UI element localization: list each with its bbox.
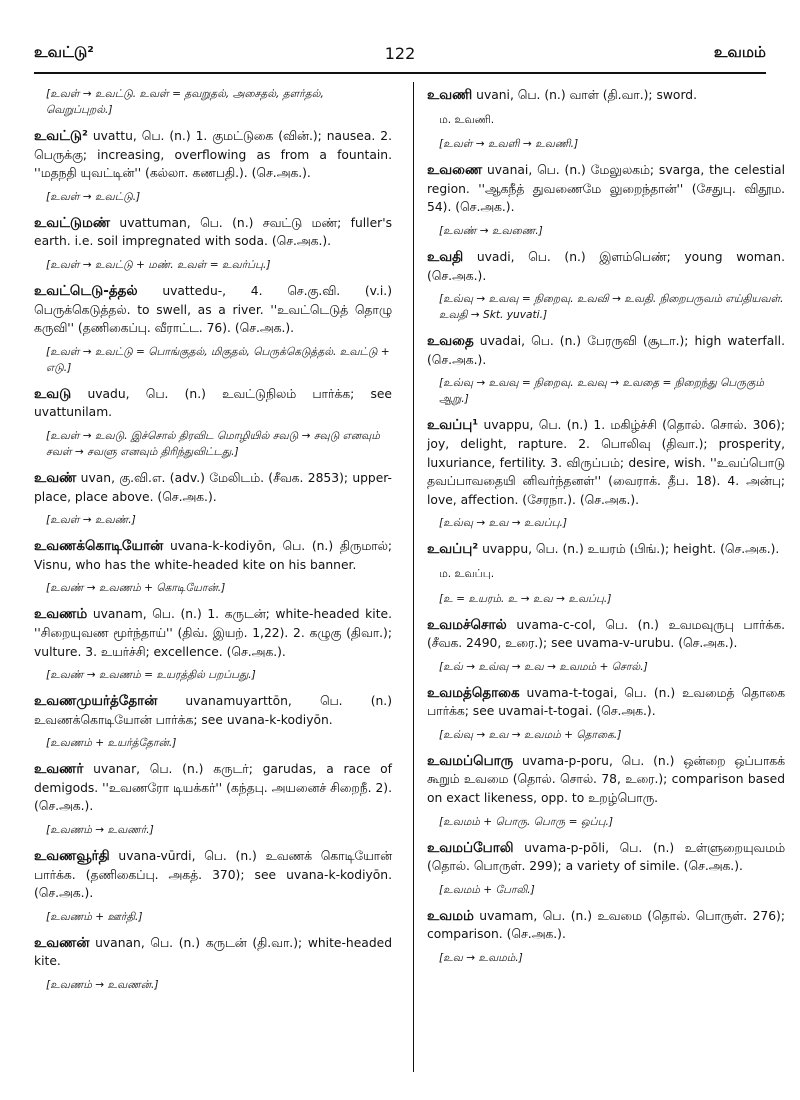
etymology-note: [உவண் → உவணை.] [439,224,543,237]
etymology-note: [உவள் → உவட்டு. உவள் = தவறுதல், அசைதல், தளர்தல், வெறுப்புறல்.] [46,88,324,116]
entry-headword: உவதி [427,248,464,265]
entry-definition: uvana-vūrdi, பெ. (n.) உவணக் கொடியோன் பார்க்க. (தணிகைப்பு. அகத். 370); see uvana-k-kodiyōn. (செ.அக.). [34,849,392,901]
dictionary-entry [427,416,785,509]
cognate-note: ம. உவணி. [439,112,495,126]
entry-headword: உவமப்போலி [427,839,514,856]
etymology-note: [உவள் → உவட்டு + மண். உவள் = உவர்ப்பு.] [46,258,271,271]
entry-headword: உவணமுயர்த்தோன் [34,693,158,710]
dictionary-entry [34,692,392,729]
dictionary-entry [427,752,785,808]
entry-headword: உவணன் [34,934,90,951]
entry-definition: uvama-c-col, பெ. (n.) உவமவுருபு பார்க்க. (சீவக. 2490, உரை.); see uvama-v-urubu. (செ.அக.). [427,617,785,651]
etymology-note: [உவ → உவமம்.] [439,952,523,965]
dictionary-entry [427,332,785,369]
page-header [34,40,766,66]
etymology-note: [உவண் → உவணம் = உயரத்தில் பறப்பது.] [46,669,256,682]
entry-headword: உவண் [34,469,77,486]
entry-definition: uvadu, பெ. (n.) உவட்டுநிலம் பார்க்க; see uvattunilam. [34,386,392,420]
dictionary-entry [34,934,392,971]
etymology-note: [உவணம் + உயர்த்தோன்.] [46,737,177,750]
entry-headword: உவணக்கொடியோன் [34,538,164,555]
etymology-note: [உவள் → உவட்டு.] [46,190,141,203]
etymology-note: [உவ்வு → உவ → உவப்பு.] [439,517,568,530]
entry-headword: உவப்பு¹ [427,417,479,434]
cognate-note: ம. உவப்பு. [439,566,495,580]
entry-definition: uvadi, பெ. (n.) இளம்பெண்; young woman. (செ.அக.). [427,249,785,283]
dictionary-entry [427,839,785,876]
etymology-note: [உவள் → உவட்டு = பொங்குதல், மிகுதல், பெருக்கெடுத்தல். உவட்டு + எடு.] [46,345,390,374]
etymology-note: [உவ்வு → உவவு = நிறைவு. உவவி → உவதி. நிறைபருவம் எய்தியவள். உவதி → Skt. yuvati.] [439,293,784,322]
etymology-note: [உவணம் + ஊர்தி.] [46,910,143,923]
etymology-note: [உவ்வு → உவ → உவமம் + தொகை.] [439,728,622,741]
entry-definition: uvan, கு.வி.எ. (adv.) மேலிடம். (சீவக. 2853); upper-place, place above. (செ.அக.). [34,470,392,504]
entry-headword: உவணை [427,162,483,179]
entry-definition: uvanan, பெ. (n.) கருடன் (தி.வா.); white-headed kite. [34,935,392,969]
entry-definition: uvattedu-, 4. செ.கு.வி. (v.i.) பெருக்கெடுத்தல். to swell, as a river. ''உவட்டெடுத் தொழு கருவி'' (தணிகைப்பு. வீராட்ட. 76). (செ.அக.). [34,283,392,336]
dictionary-entry [34,385,392,422]
etymology-note: [உவள் → உவண்.] [46,514,136,527]
etymology-note: [உ = உயரம். உ → உவ → உவப்பு.] [439,592,612,605]
entry-headword: உவணி [427,87,473,103]
etymology-note: [உவள் → உவளி → உவணி.] [439,138,579,151]
entry-definition: uvanamuyarttōn, பெ. (n.) உவணக்கொடியோன் பார்க்க; see uvana-k-kodiyōn. [34,694,392,727]
entry-headword: உவட்டு² [34,128,88,144]
right-column [427,86,785,975]
dictionary-entry [34,847,392,903]
etymology-note: [உவணம் → உவணன்.] [46,979,159,992]
dictionary-entry [34,127,392,183]
page-number: 122 [384,43,416,63]
entry-definition: uvana-k-kodiyōn, பெ. (n.) திருமால்; Visnu, who has the white-headed kite on his banner. [34,539,392,572]
header-rule [34,72,766,74]
etymology-note: [உவமம் + பொரு. பொரு = ஒப்பு.] [439,815,613,828]
left-running-head: உவட்டு² [34,43,94,61]
entry-definition: uvadai, பெ. (n.) பேரருவி (சூடா.); high waterfall. (செ.அக.). [427,334,785,367]
entry-headword: உவட்டெடு-த்தல் [34,282,138,299]
dictionary-entry [427,907,785,944]
entry-headword: உவமத்தொகை [427,684,520,701]
entry-definition: uvama-t-togai, பெ. (n.) உவமைத் தொகை பார்க்க; see uvamai-t-togai. (செ.அக.). [427,685,785,719]
entry-definition: uvattu, பெ. (n.) 1. குமட்டுகை (வின்.); nausea. 2. பெருக்கு; increasing, overflowing as from a fountain. ''மதநதி யுவட்டின்'' (கல்லா. கணபதி.). (செ.அக.). [34,129,392,181]
etymology-note: [உவ்வு → உவவு = நிறைவு. உவவு → உவதை = நிறைந்து பெருகும் ஆறு.] [439,377,764,406]
dictionary-entry [34,214,392,251]
entry-definition: uvattuman, பெ. (n.) சவட்டு மண்; fuller's earth. i.e. soil impregnated with soda. (செ.அக.). [34,215,392,249]
entry-headword: உவமம் [427,907,474,924]
etymology-note: [உவமம் + போலி.] [439,883,535,896]
entry-headword: உவமச்சொல் [427,616,507,633]
dictionary-entry [427,540,785,559]
dictionary-entry [34,469,392,506]
entry-headword: உவணம் [34,606,88,623]
dictionary-entry [427,86,785,105]
entry-definition: uvamam, பெ. (n.) உவமை (தொல். பொருள். 276); comparison. (செ.அக.). [427,908,785,942]
entry-headword: உவணர் [34,761,84,778]
column-divider [413,82,414,1072]
right-running-head: உவமம் [713,43,766,61]
entry-headword: உவதை [427,333,474,350]
entry-headword: உவணவூர்தி [34,848,110,865]
etymology-note: [உவணம் → உவணர்.] [46,824,154,837]
entry-headword: உவட்டுமண் [34,214,111,231]
dictionary-entry [34,282,392,338]
dictionary-entry [427,161,785,217]
etymology-note: [உவண் → உவணம் + கொடியோன்.] [46,582,226,595]
entry-headword: உவப்பு² [427,541,479,558]
etymology-note: [உவ் → உவ்வு → உவ → உவமம் + சொல்.] [439,660,648,673]
entry-definition: uvanai, பெ. (n.) மேலுலகம்; svarga, the celestial region. ''ஆகநீத் துவணைமே லுறைந்தான்'' (சேதுபு. விதூம. 54). (செ.அக.). [427,163,785,215]
dictionary-entry [34,760,392,816]
entry-headword: உவமப்பொரு [427,752,514,769]
entry-definition: uvappu, பெ. (n.) உயரம் (பிங்.); height. (செ.அக.). [478,542,780,557]
entry-definition: uvappu, பெ. (n.) 1. மகிழ்ச்சி (தொல். சொல். 306); joy, delight, rapture. 2. பொலிவு (திவா.); prosperity, luxuriance, fertility. 3. விருப்பம்; desire, wish. ''உவப்பொடு தவப்பாவதையி னிவர்ந்தனள்'' (வைராக். தீப. 18). 4. அன்பு; love, affection. (சேரநா.). (செ.அக.). [427,418,785,507]
dictionary-entry [427,248,785,285]
entry-definition: uvanam, பெ. (n.) 1. கருடன்; white-headed kite. ''சிறையுவண மூர்ந்தாய்'' (திவ். இயற். 1,22). 2. கழுகு (திவா.); vulture. 3. உயர்ச்சி; excellence. (செ.அக.). [34,607,392,659]
etymology-note: [உவள் → உவடு. இச்சொல் திரவிட மொழியில் சவடு → சவுடு எனவும் சவள் → சவளு எனவும் திரிந்துவிட்டது.] [46,429,380,458]
entry-headword: உவடு [34,385,72,402]
entry-definition: uvani, பெ. (n.) வாள் (தி.வா.); sword. [472,88,698,102]
dictionary-entry [427,616,785,653]
dictionary-entry [34,605,392,661]
entry-definition: uvama-p-pōli, பெ. (n.) உள்ளுறையுவமம் (தொல். பொருள். 299); a variety of simile. (செ.அக.). [427,840,785,874]
left-column [34,86,392,1002]
dictionary-entry [34,537,392,574]
dictionary-entry [427,684,785,721]
entry-definition: uvama-p-poru, பெ. (n.) ஒன்றை ஒப்பாகக் கூறும் உவமை (தொல். சொல். 78, உரை.); comparison based on exact likeness, opp. to உறழ்பொரு. [427,753,785,806]
entry-definition: uvanar, பெ. (n.) கருடர்; garudas, a race of demigods. ''உவணரோ டியக்கர்'' (கந்தபு. அயனைச் சிறைநீ. 2). (செ.அக.). [34,762,392,814]
